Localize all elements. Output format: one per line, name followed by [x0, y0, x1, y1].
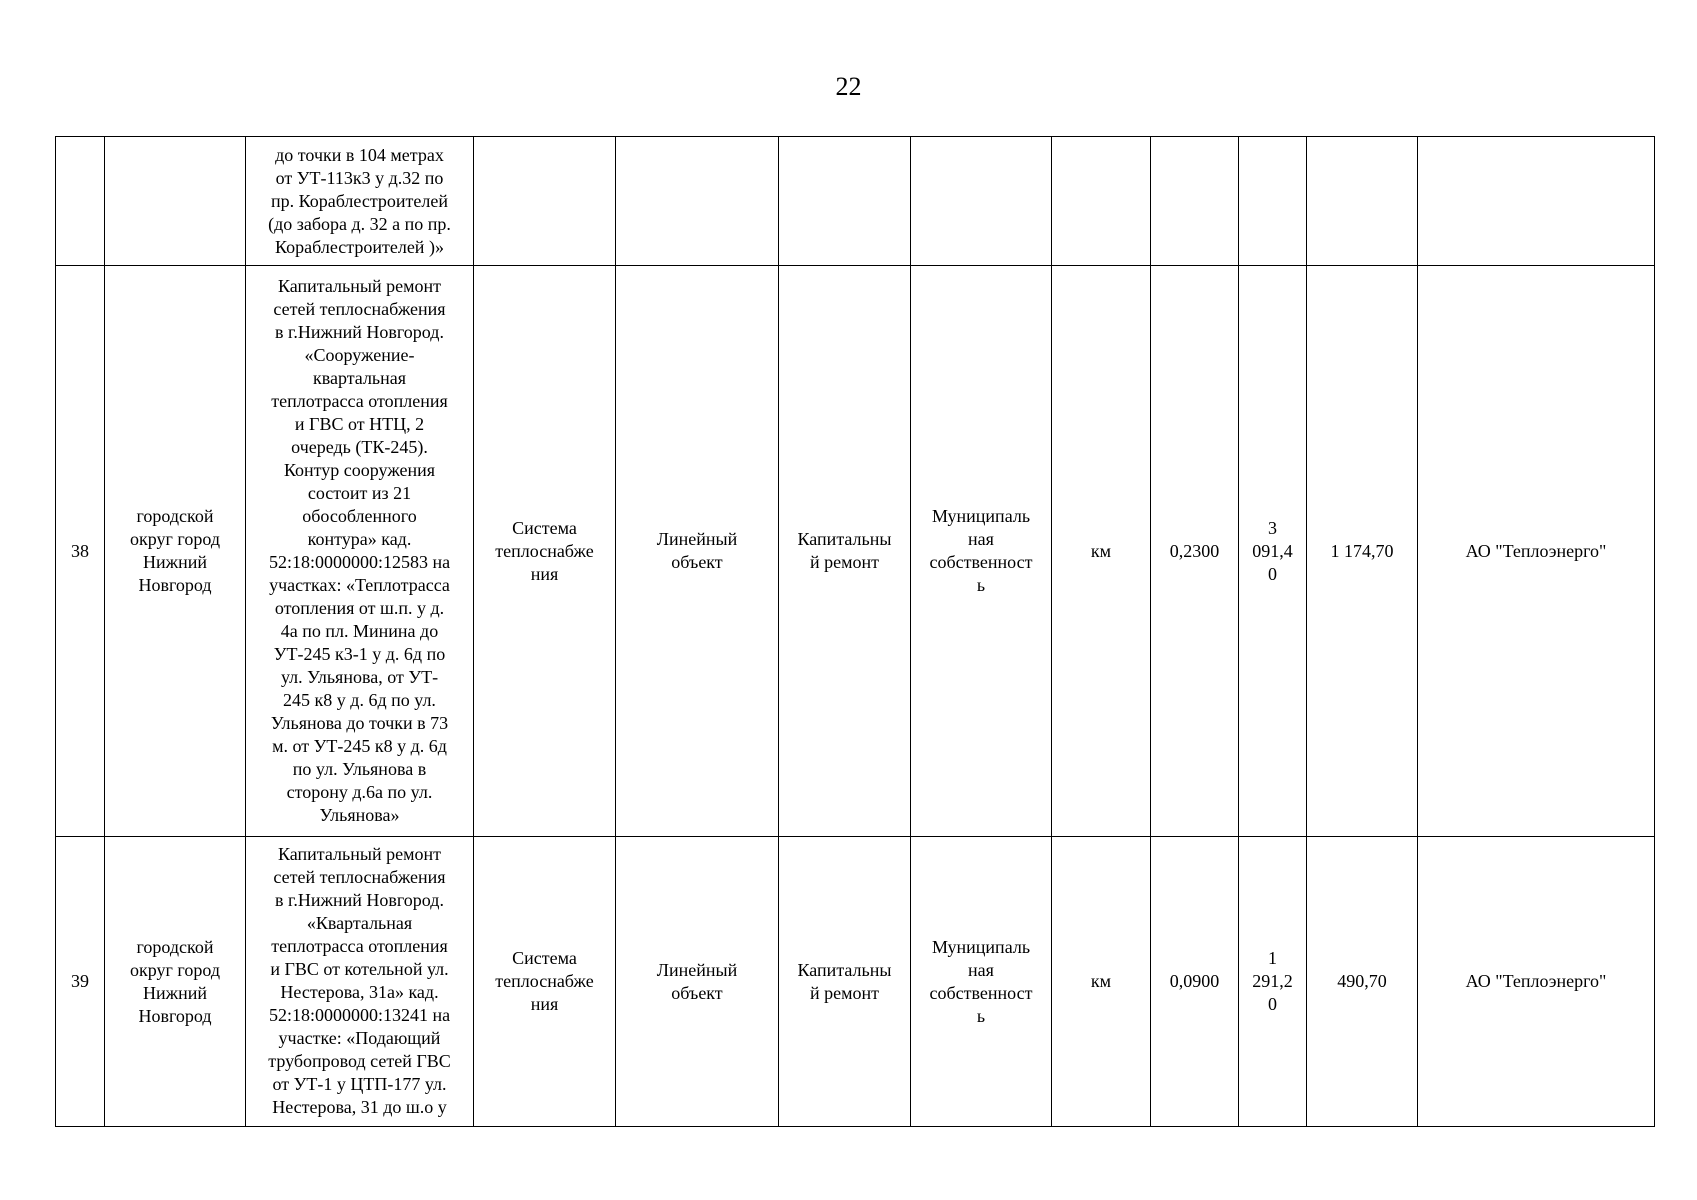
cell-system: [474, 137, 616, 266]
cell-cost: [1239, 137, 1307, 266]
cell-municipality: [105, 137, 246, 266]
cell-cost2: 490,70: [1307, 837, 1418, 1127]
page-number: 22: [835, 72, 862, 101]
cell-municipality: городской округ город Нижний Новгород: [105, 837, 246, 1127]
cell-system: Система теплоснабже ния: [474, 266, 616, 837]
cell-cost: 1 291,2 0: [1239, 837, 1307, 1127]
cell-object-type: Линейный объект: [616, 837, 779, 1127]
cell-cost2: 1 174,70: [1307, 266, 1418, 837]
cell-unit: [1052, 137, 1151, 266]
cell-length: 0,0900: [1151, 837, 1239, 1127]
table-row: [56, 266, 1655, 837]
register-table: [55, 136, 1655, 1127]
cell-work-type: Капитальны й ремонт: [779, 837, 911, 1127]
cell-cost: 3 091,4 0: [1239, 266, 1307, 837]
cell-description: до точки в 104 метрах от УТ-113к3 у д.32 по пр. Кораблестроителей (до забора д. 32 а по пр. Кораблестроителей )»: [246, 137, 474, 266]
cell-cost2: [1307, 137, 1418, 266]
cell-length: 0,2300: [1151, 266, 1239, 837]
cell-work-type: [779, 137, 911, 266]
cell-ownership: Муниципаль ная собственност ь: [911, 266, 1052, 837]
table-row: [56, 837, 1655, 1127]
cell-length: [1151, 137, 1239, 266]
cell-object-type: [616, 137, 779, 266]
cell-ownership: Муниципаль ная собственност ь: [911, 837, 1052, 1127]
cell-organization: [1418, 137, 1655, 266]
cell-description: Капитальный ремонт сетей теплоснабжения в г.Нижний Новгород. «Квартальная теплотрасса отопления и ГВС от котельной ул. Нестерова, 31а» кад. 52:18:0000000:13241 на участке: «Подающий трубопровод сетей ГВС от УТ-1 у ЦТП-177 ул. Нестерова, 31 до ш.о у: [246, 837, 474, 1127]
cell-work-type: Капитальны й ремонт: [779, 266, 911, 837]
cell-num: [56, 137, 105, 266]
table-row: [56, 137, 1655, 266]
cell-object-type: Линейный объект: [616, 266, 779, 837]
cell-unit: км: [1052, 837, 1151, 1127]
cell-system: Система теплоснабже ния: [474, 837, 616, 1127]
cell-ownership: [911, 137, 1052, 266]
cell-organization: АО "Теплоэнерго": [1418, 266, 1655, 837]
cell-num: 38: [56, 266, 105, 837]
cell-num: 39: [56, 837, 105, 1127]
cell-description: Капитальный ремонт сетей теплоснабжения в г.Нижний Новгород. «Сооружение- квартальная теплотрасса отопления и ГВС от НТЦ, 2 очередь (ТК-245). Контур сооружения состоит из 21 обособленного контура» кад. 52:18:0000000:12583 на участках: «Теплотрасса отопления от ш.п. у д. 4а по пл. Минина до УТ-245 к3-1 у д. 6д по ул. Ульянова, от УТ- 245 к8 у д. 6д по ул. Ульянова до точки в 73 м. от УТ-245 к8 у д. 6д по ул. Ульянова в сторону д.6а по ул. Ульянова»: [246, 266, 474, 837]
cell-organization: АО "Теплоэнерго": [1418, 837, 1655, 1127]
cell-municipality: городской округ город Нижний Новгород: [105, 266, 246, 837]
cell-unit: км: [1052, 266, 1151, 837]
